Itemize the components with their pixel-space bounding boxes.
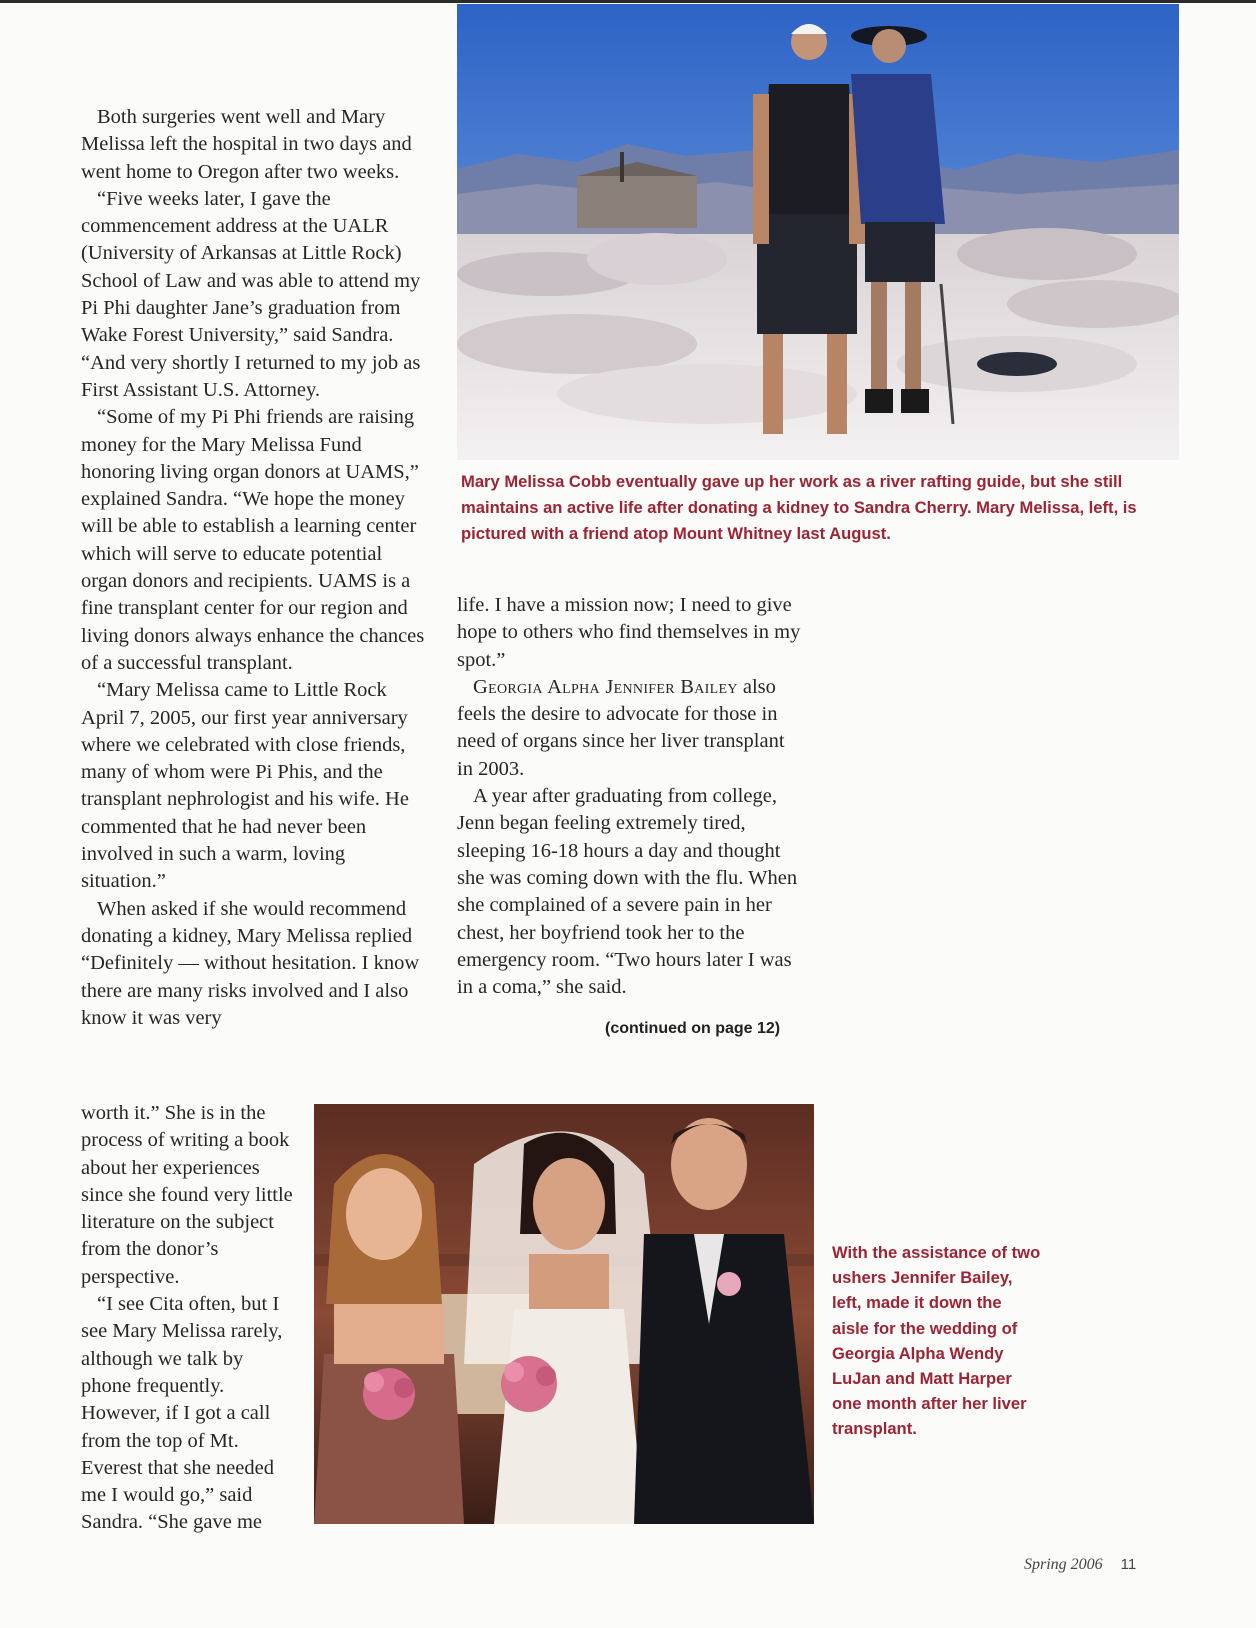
issue-season: Spring 2006	[1024, 1556, 1103, 1573]
page-footer	[1024, 1556, 1136, 1574]
body-paragraph	[457, 674, 802, 783]
top-rule	[0, 0, 1256, 3]
body-paragraph: “I see Cita often, but I see Mary Melissa rarely, although we talk by phone frequently. However, if I got a call from the top of Mt. Everest that she needed me I would go,” said Sandra. “She gave me	[81, 1293, 283, 1534]
name-lead-in: Georgia Alpha Jennifer Bailey	[473, 675, 738, 698]
article-column-left	[81, 104, 433, 1032]
body-paragraph-continuation: life. I have a mission now; I need to give hope to others who find themselves in my spot.”	[457, 594, 801, 671]
body-paragraph: A year after graduating from college, Jenn began feeling extremely tired, sleeping 16-18 hours a day and thought she was coming down with the flu. When she complained of a severe pain in her chest, her boyfriend took her to the emergency room. “Two hours later I was in a coma,” she said.	[457, 785, 798, 999]
continued-notice: (continued on page 12)	[605, 1020, 781, 1037]
article-column-middle	[457, 592, 802, 1001]
photo-caption-top: Mary Melissa Cobb eventually gave up her work as a river rafting guide, but she still maintains an active life after donating a kidney to Sandra Cherry. Mary Melissa, left, is pictured with a friend atop Mount Whitney last August.	[461, 472, 1137, 543]
body-paragraph: Both surgeries went well and Mary Melissa left the hospital in two days and went home to Oregon after two weeks.	[81, 106, 412, 183]
body-paragraph: “Five weeks later, I gave the commencement address at the UALR (University of Arkansas at Little Rock) School of Law and was able to attend my Pi Phi daughter Jane’s graduation from Wake Forest University,” said Sandra. “And very shortly I returned to my job as First Assistant U.S. Attorney.	[81, 187, 421, 401]
body-paragraph: When asked if she would recommend donating a kidney, Mary Melissa replied “Definitely — without hesitation. I know there are many risks involved and I also know it was very	[81, 897, 420, 1029]
body-paragraph-continuation: worth it.” She is in the process of writing a book about her experiences since she found very little literature on the subject from the donor’s perspective.	[81, 1102, 293, 1288]
body-paragraph: “Mary Melissa came to Little Rock April 7, 2005, our first year anniversary where we celebrated with close friends, many of whom were Pi Phis, and the transplant nephrologist and his wife. He commented that he had never been involved in such a warm, loving situation.”	[81, 679, 409, 893]
wedding-photo	[314, 1104, 814, 1524]
article-column-left-narrow	[81, 1100, 293, 1537]
photo-caption-side: With the assistance of two ushers Jennifer Bailey, left, made it down the aisle for the wedding of Georgia Alpha Wendy LuJan and Matt Harper one month after her liver transplant.	[832, 1243, 1041, 1439]
mount-whitney-photo	[457, 4, 1179, 460]
body-paragraph: “Some of my Pi Phi friends are raising money for the Mary Melissa Fund honoring living organ donors at UAMS,” explained Sandra. “We hope the money will be able to establish a learning center which will serve to educate potential organ donors and recipients. UAMS is a fine transplant center for our region and living donors always enhance the chances of a successful transplant.	[81, 406, 425, 674]
page-number: 11	[1120, 1556, 1137, 1573]
paragraph-text: also feels the desire to advocate for those in need of organs since her liver transplant in 2003.	[457, 675, 785, 780]
